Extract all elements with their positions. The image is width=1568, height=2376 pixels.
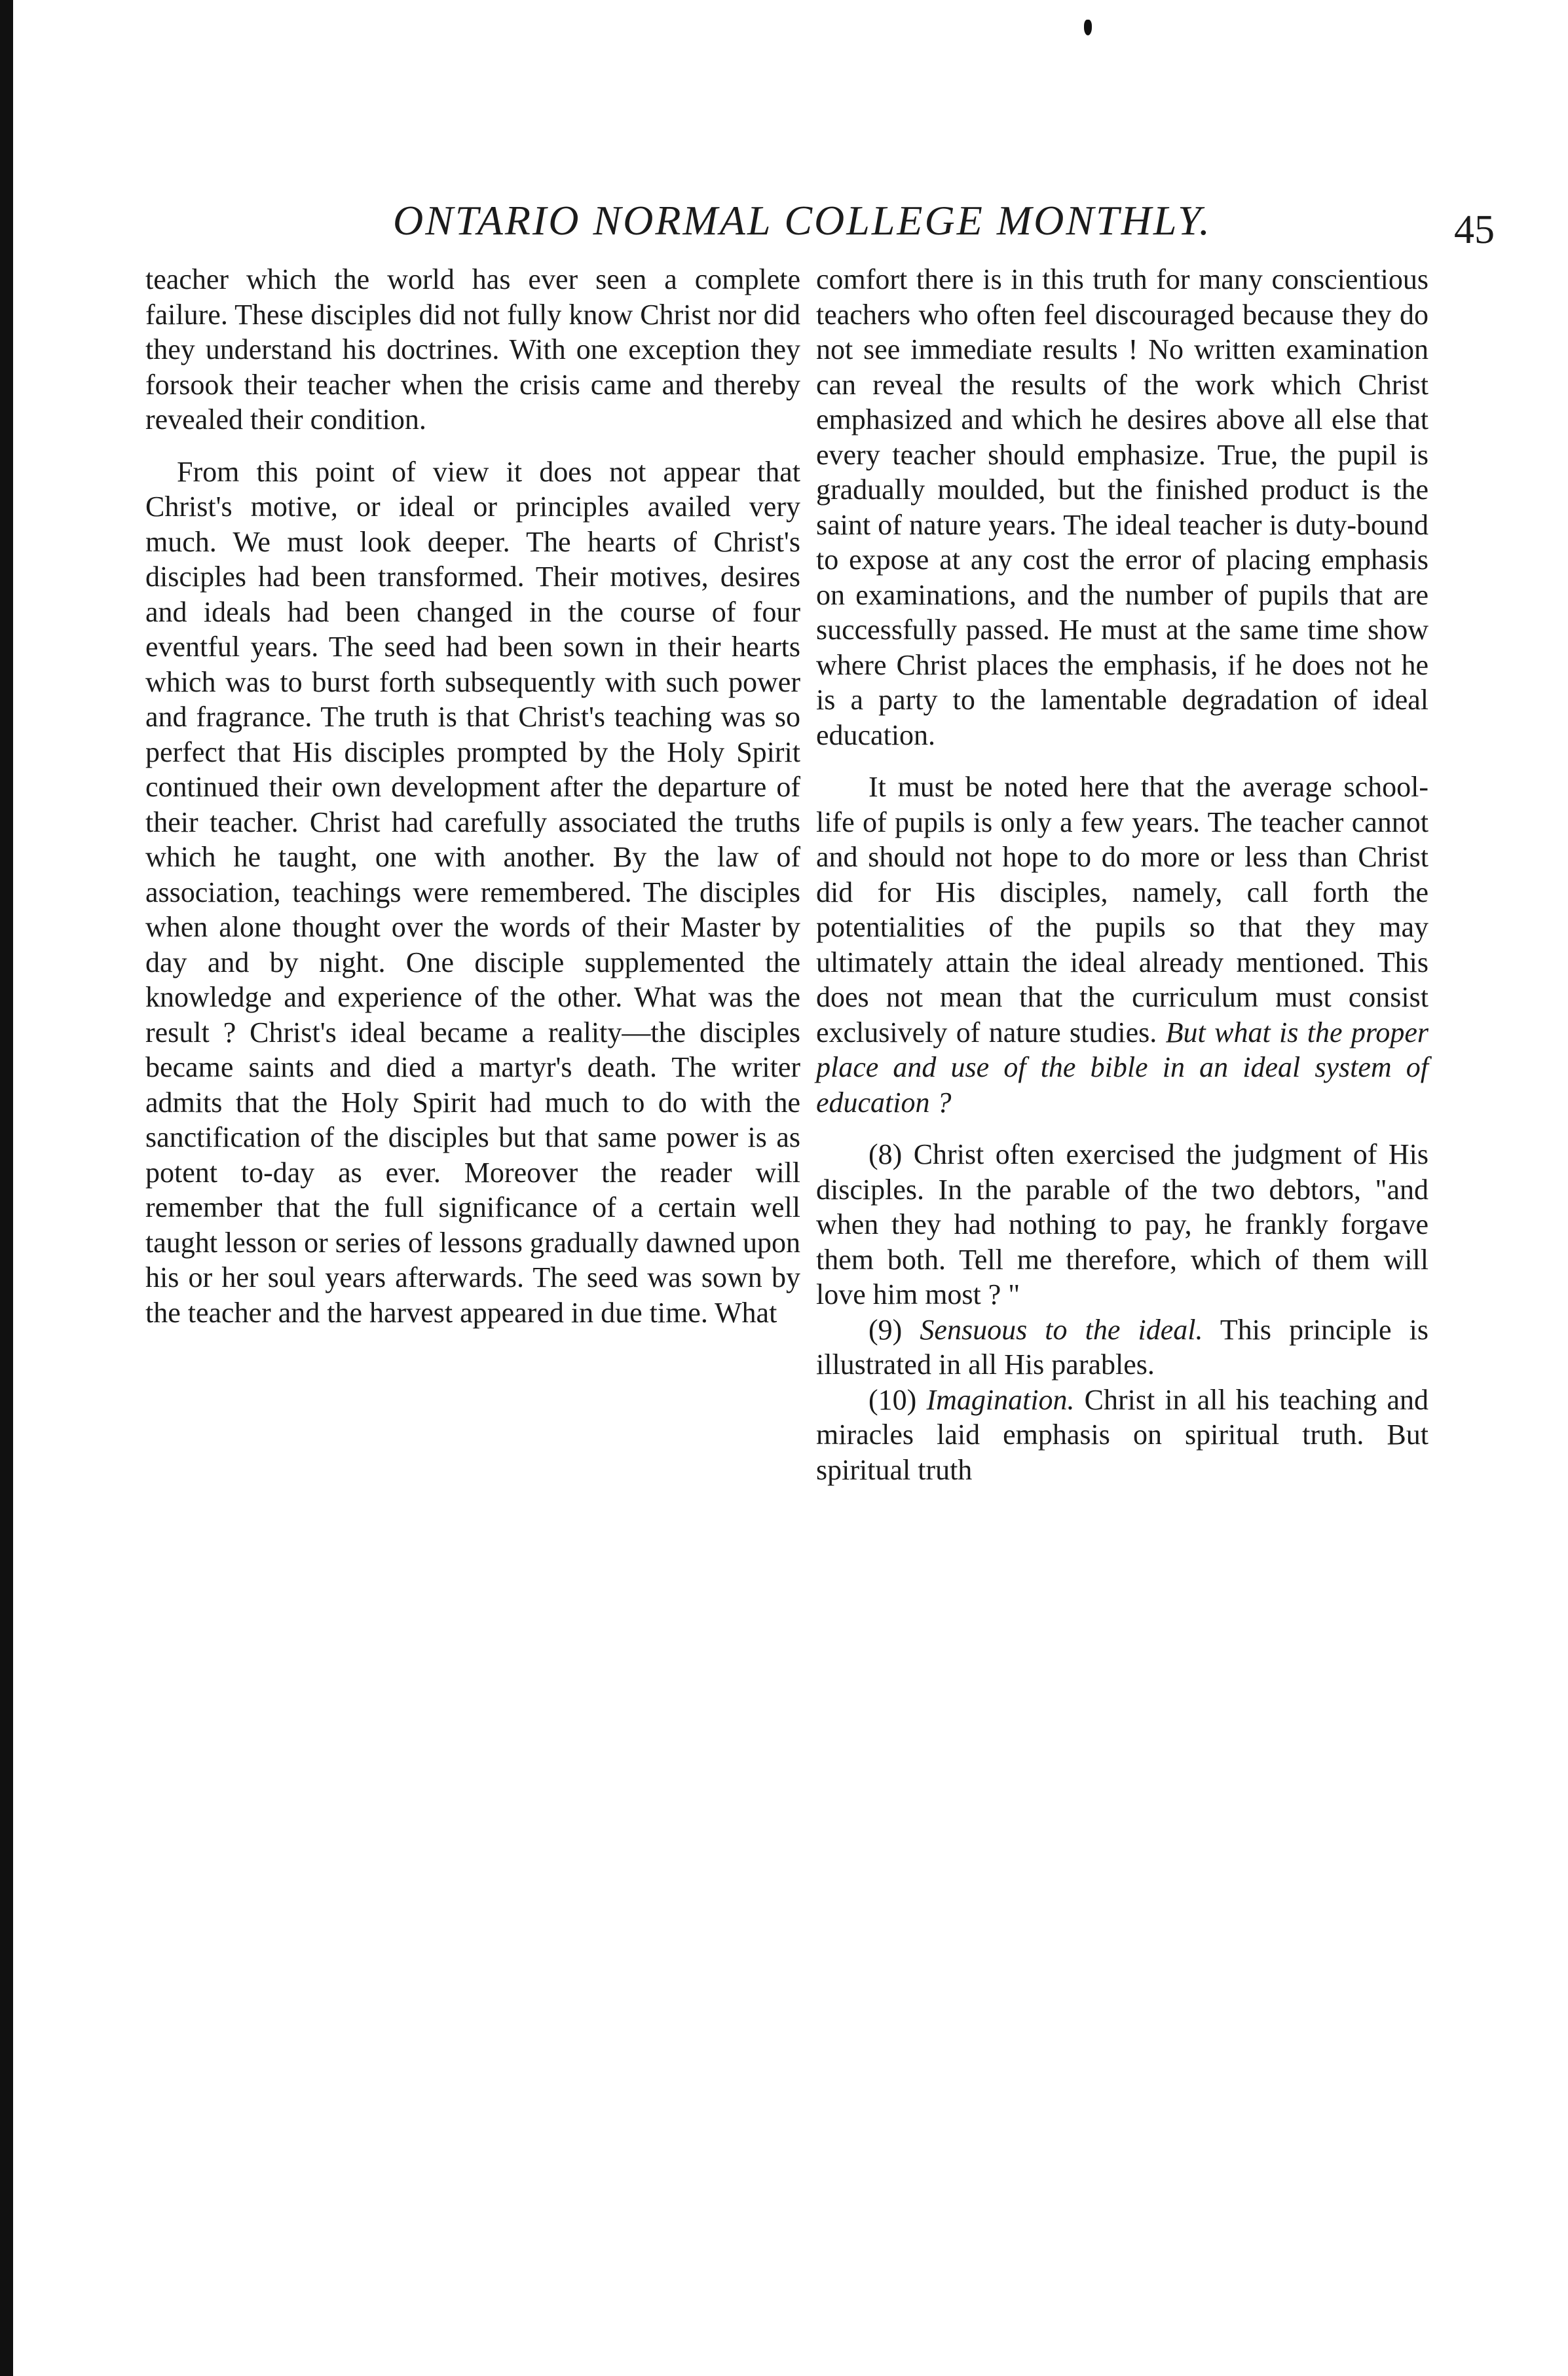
point-heading: Imagination.	[926, 1383, 1075, 1416]
point-text: This principle is illustrated in all His parables.	[816, 1313, 1428, 1381]
point-heading: Sensuous to the ideal.	[920, 1313, 1203, 1346]
paragraph: comfort there is in this truth for many conscientious teachers who often feel discouraged because they do not see immediate results ! No written examination can reveal the results of the work which Christ emphasized and which he desires above all else that every teacher should emphasize. True, the pupil is gradually moulded, but the finished product is the saint of nature years. The ideal teacher is duty-bound to expose at any cost the error of placing emphasis on examinations, and the number of pupils that are successfully passed. He must at the same time show where Christ places the emphasis, if he does not he is a party to the lamentable degradation of ideal education.	[816, 263, 1428, 751]
left-column	[145, 262, 800, 1330]
ink-speck	[1084, 20, 1092, 35]
right-column	[816, 262, 1428, 1487]
point-number: (10)	[868, 1383, 917, 1416]
running-head: ONTARIO NORMAL COLLEGE MONTHLY.	[393, 197, 1212, 244]
paragraph: From this point of view it does not appear that Christ's motive, or ideal or principles availed very much. We must look deeper. The hearts of Christ's disciples had been transformed. Their motives, desires and ideals had been changed in the course of four eventful years. The seed had been sown in their hearts which was to burst forth subsequently with such power and fragrance. The truth is that Christ's teaching was so perfect that His disciples prompted by the Holy Spirit continued their own development after the departure of their teacher. Christ had carefully associated the truths which he taught, one with another. By the law of association, teachings were remembered. The disciples when alone thought over the words of their Master by day and by night. One disciple supplemented the knowledge and experience of the other. What was the result ? Christ's ideal became a reality—the disciples became saints and died a martyr's death. The writer admits that the Holy Spirit had much to do with the sanctification of the disciples but that same power is as potent to-day as ever. Moreover the reader will remember that the full significance of a certain well taught lesson or series of lessons gradually dawned upon his or her soul years afterwards. The seed was sown by the teacher and the harvest appeared in due time. What	[145, 455, 800, 1329]
point-number: (9)	[868, 1313, 903, 1346]
paragraph-text: It must be noted here that the average school-life of pupils is only a few years. The teacher cannot and should not hope to do more or less than Christ did for His disciples, namely, call forth the potentialities of the pupils so that they may ultimately attain the ideal already mentioned. This does not mean that the curriculum must consist exclusively of nature studies.	[816, 771, 1428, 1049]
numbered-point-8: (8) Christ often exercised the judgment of His disciples. In the parable of the two debtors, "and when they had nothing to pay, he frankly forgave them both. Tell me therefore, which of them will love him most ? "	[816, 1138, 1428, 1310]
paragraph	[816, 770, 1428, 1120]
paragraph: teacher which the world has ever seen a complete failure. These disciples did not fully know Christ nor did they understand his doctrines. With one exception they forsook their teacher when the crisis came and thereby revealed their condition.	[145, 263, 800, 436]
numbered-point-9	[816, 1312, 1428, 1383]
page-edge-bar	[0, 0, 13, 2376]
page-number: 45	[1454, 208, 1495, 252]
numbered-point-10	[816, 1383, 1428, 1488]
italic-question: But what is the proper place and use of the bible in an ideal system of education ?	[816, 1016, 1428, 1119]
point-text: Christ in all his teaching and miracles laid emphasis on spiritual truth. But spiritual truth	[816, 1383, 1428, 1486]
